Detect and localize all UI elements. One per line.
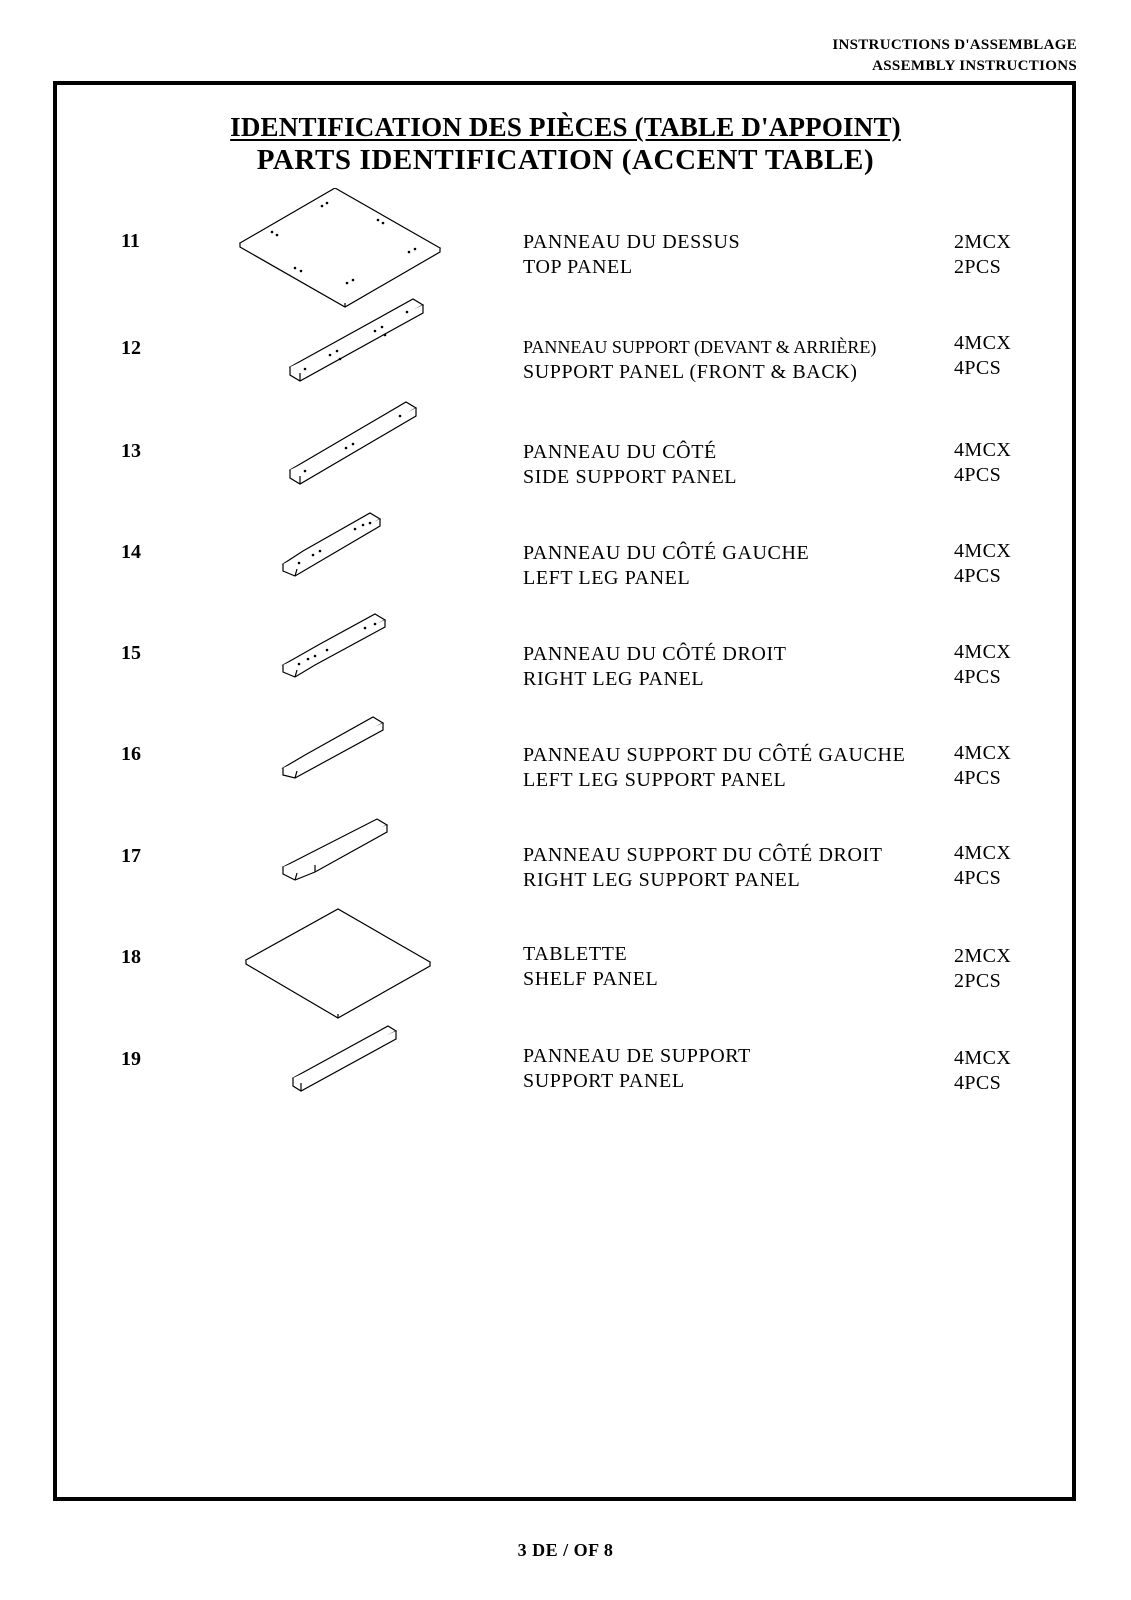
part-quantity: [954, 1046, 1011, 1096]
part-row-19: [0, 1045, 1131, 1148]
part-qty-fr: 4MCX: [954, 742, 1012, 764]
part-description: [523, 1044, 751, 1094]
part-qty-en: 2PCS: [954, 970, 1002, 992]
shelf-panel-icon: [243, 906, 463, 1036]
part-qty-en: 4PCS: [954, 464, 1002, 486]
part-qty-fr: 2MCX: [954, 231, 1012, 253]
part-name-fr: PANNEAU SUPPORT DU CÔTÉ DROIT: [523, 844, 883, 866]
part-qty-fr: 4MCX: [954, 439, 1012, 461]
part-row-11: [0, 230, 1131, 330]
part-qty-en: 4PCS: [954, 666, 1002, 688]
part-name-fr: PANNEAU DU CÔTÉ DROIT: [523, 643, 787, 665]
part-name-en: SUPPORT PANEL (FRONT & BACK): [523, 361, 858, 383]
part-name-fr: PANNEAU DE SUPPORT: [523, 1045, 751, 1067]
part-qty-fr: 2MCX: [954, 945, 1012, 967]
part-name-en: LEFT LEG PANEL: [523, 567, 691, 589]
part-qty-fr: 4MCX: [954, 842, 1012, 864]
part-number: 17: [121, 845, 141, 867]
part-quantity: [954, 741, 1011, 791]
part-number: 14: [121, 541, 141, 563]
part-row-13: [0, 440, 1131, 540]
part-quantity: [954, 640, 1011, 690]
part-name-en: SHELF PANEL: [523, 968, 659, 990]
part-number: 13: [121, 440, 141, 462]
part-qty-en: 4PCS: [954, 565, 1002, 587]
part-name-en: RIGHT LEG SUPPORT PANEL: [523, 869, 801, 891]
part-row-15: [0, 642, 1131, 742]
part-qty-en: 4PCS: [954, 1072, 1002, 1094]
part-qty-en: 4PCS: [954, 867, 1002, 889]
part-quantity: [954, 944, 1011, 994]
part-name-en: LEFT LEG SUPPORT PANEL: [523, 769, 787, 791]
part-quantity: [954, 539, 1011, 589]
part-number: 19: [121, 1048, 141, 1070]
part-name-en: SUPPORT PANEL: [523, 1070, 685, 1092]
part-row-17: [0, 842, 1131, 945]
part-qty-fr: 4MCX: [954, 1047, 1012, 1069]
part-quantity: [954, 331, 1011, 381]
part-number: 12: [121, 337, 141, 359]
part-name-fr: PANNEAU SUPPORT DU CÔTÉ GAUCHE: [523, 744, 906, 766]
part-row-18: [0, 943, 1131, 1046]
part-row-12: [0, 332, 1131, 437]
part-name-fr: TABLETTE: [523, 943, 628, 965]
part-row-16: [0, 743, 1131, 843]
part-description: [523, 335, 876, 385]
page-title-fr: IDENTIFICATION DES PIÈCES (TABLE D'APPOINT): [230, 112, 901, 142]
page-number: 3 DE / OF 8: [517, 1540, 614, 1560]
part-number: 18: [121, 946, 141, 968]
part-qty-en: 2PCS: [954, 256, 1002, 278]
part-name-en: SIDE SUPPORT PANEL: [523, 466, 738, 488]
page-title-en: PARTS IDENTIFICATION (ACCENT TABLE): [256, 144, 875, 176]
part-description: [523, 541, 809, 591]
part-name-en: TOP PANEL: [523, 256, 633, 278]
part-description: [523, 843, 883, 893]
document-header: [832, 35, 1077, 77]
part-name-fr: PANNEAU DU CÔTÉ: [523, 441, 717, 463]
part-name-fr: PANNEAU SUPPORT (DEVANT & ARRIÈRE): [523, 337, 877, 357]
part-number: 11: [121, 230, 140, 252]
support-panel-icon: [288, 1024, 508, 1154]
part-description: [523, 942, 658, 992]
header-line-fr: INSTRUCTIONS D'ASSEMBLAGE: [832, 37, 1077, 53]
part-name-fr: PANNEAU DU CÔTÉ GAUCHE: [523, 542, 810, 564]
part-qty-en: 4PCS: [954, 357, 1002, 379]
header-line-en: ASSEMBLY INSTRUCTIONS: [872, 58, 1077, 74]
part-number: 15: [121, 642, 141, 664]
part-description: [523, 642, 787, 692]
part-description: [523, 440, 737, 490]
part-description: [523, 743, 905, 793]
part-quantity: [954, 841, 1011, 891]
part-qty-fr: 4MCX: [954, 332, 1012, 354]
part-qty-fr: 4MCX: [954, 641, 1012, 663]
part-name-fr: PANNEAU DU DESSUS: [523, 231, 741, 253]
part-number: 16: [121, 743, 141, 765]
part-quantity: [954, 438, 1011, 488]
part-name-en: RIGHT LEG PANEL: [523, 668, 705, 690]
part-qty-fr: 4MCX: [954, 540, 1012, 562]
part-description: [523, 230, 740, 280]
part-quantity: [954, 230, 1011, 280]
part-qty-en: 4PCS: [954, 767, 1002, 789]
part-row-14: [0, 541, 1131, 641]
